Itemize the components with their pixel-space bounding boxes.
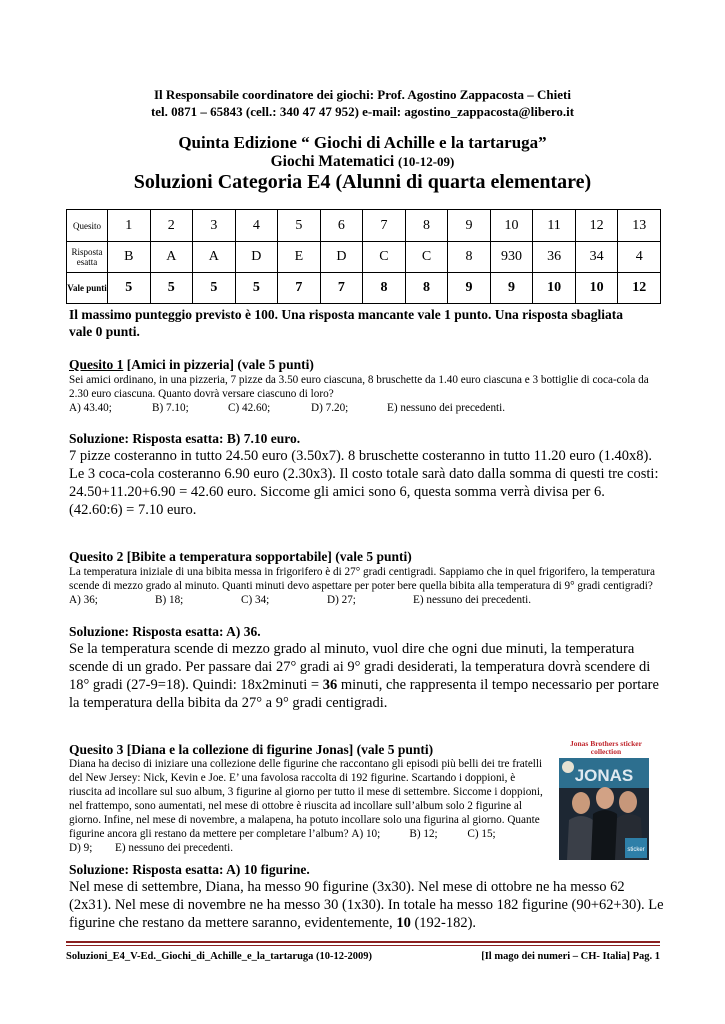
q2-solution-title: Soluzione: Risposta esatta: A) 36.	[69, 624, 261, 639]
q2-options	[69, 594, 531, 606]
cell-questions-12: 12	[575, 210, 618, 242]
cell-points-3: 5	[193, 273, 236, 304]
row-points	[67, 273, 661, 304]
sticker-album-image	[557, 740, 655, 860]
sticker-album-cover	[559, 758, 649, 860]
footer	[66, 951, 660, 962]
q1-text: Sei amici ordinano, in una pizzeria, 7 pizze da 3.50 euro ciascuna, 8 bruschette da 1.40 euro ciascuna e 3 bottiglie di coca-cola da 2.30 euro ciascuna. Quanto dovrà versare ciascuno di loro? A) 43.40; B) 7.10; C) 42.60; D) 7.20; E) nessuno dei precedenti.	[69, 373, 659, 415]
cell-points-11: 10	[533, 273, 576, 304]
cell-points-7: 8	[363, 273, 406, 304]
cell-answers-7: C	[363, 242, 406, 273]
cell-questions-7: 7	[363, 210, 406, 242]
cell-answers-3: A	[193, 242, 236, 273]
cell-points-5: 7	[278, 273, 321, 304]
q2-option-5: E) nessuno dei precedenti.	[413, 594, 532, 606]
q2-option-1: A) 36;	[69, 594, 98, 606]
cell-answers-12: 34	[575, 242, 618, 273]
q3-option-5: E) nessuno dei precedenti.	[115, 842, 234, 854]
q3-option-2: B) 12;	[409, 828, 438, 840]
label-answer: Risposta esatta	[67, 242, 108, 273]
header-contacts: tel. 0871 – 65843 (cell.: 340 47 47 952) e-mail: agostino_zappacosta@libero.it	[150, 104, 575, 119]
cell-questions-8: 8	[405, 210, 448, 242]
q2-option-4: D) 27;	[327, 594, 356, 606]
q3-solution: Nel mese di settembre, Diana, ha messo 90 figurine (3x30). Nel mese di ottobre ne ha messo 62 (2x31). Nel mese di novembre ne ha messo 30 (1x30). In totale ha messo 182 figurine (90+62+30). Le figurine che restano da mettere saranno, evidentemente, 10 (192-182).	[69, 879, 664, 931]
cell-points-13: 12	[618, 273, 661, 304]
q1-option-2: B) 7.10;	[152, 402, 189, 414]
q1-option-4: D) 7.20;	[311, 402, 349, 414]
q3-text: Diana ha deciso di iniziare una collezione delle figurine che raccontano gli episodi più belli dei tre fratelli del New Jersey: Nick, Kevin e Joe. E’ una favolosa raccolta di 192 figurine. Scartando i doppioni, è riuscita ad incollare sul suo album, 3 figurine al giorno per tutto il mese di settembre. Siccome i doppioni, nel frattempo, sono aumentati, nel mese di ottobre è riuscita ad incollare sull’album solo 2 figurine al giorno. Infine, nel mese di novembre, a malapena, ha potuto incollare solo una figurina al giorno. Quante figurine ancora gli restano da mettere per completare l’album? A) 10; B) 12; C) 15;D) 9; E) nessuno dei precedenti.	[69, 758, 543, 854]
q1-option-3: C) 42.60;	[228, 402, 271, 414]
cell-questions-11: 11	[533, 210, 576, 242]
row-answers	[67, 242, 661, 273]
cover-corner-label: sticker	[627, 847, 645, 853]
q1-title: Quesito 1 [Amici in pizzeria] (vale 5 punti)	[69, 357, 314, 372]
cell-answers-4: D	[235, 242, 278, 273]
cell-questions-6: 6	[320, 210, 363, 242]
footer-rule-thin	[66, 945, 660, 946]
cell-points-2: 5	[150, 273, 193, 304]
cell-answers-13: 4	[618, 242, 661, 273]
q1-option-5: E) nessuno dei precedenti.	[387, 402, 506, 414]
scoring-note: Il massimo punteggio previsto è 100. Una risposta mancante vale 1 punto. Una risposta sbagliata vale 0 punti.	[69, 307, 624, 339]
q1-option-1: A) 43.40;	[69, 402, 112, 414]
q2-title: Quesito 2 [Bibite a temperatura sopportabile] (vale 5 punti)	[69, 549, 412, 564]
q3-option-1: A) 10;	[351, 828, 381, 840]
cell-points-4: 5	[235, 273, 278, 304]
label-points: Vale punti	[67, 273, 108, 304]
cell-questions-1: 1	[108, 210, 151, 242]
row-questions	[67, 210, 661, 242]
header-coordinator: Il Responsabile coordinatore dei giochi: Prof. Agostino Zappacosta – Chieti	[154, 87, 571, 102]
cell-answers-10: 930	[490, 242, 533, 273]
cell-questions-3: 3	[193, 210, 236, 242]
label-question: Quesito	[67, 210, 108, 242]
cell-answers-1: B	[108, 242, 151, 273]
edition-title: Quinta Edizione “ Giochi di Achille e la tartaruga”	[178, 133, 547, 152]
footer-left: Soluzioni_E4_V-Ed._Giochi_di_Achille_e_la_tartaruga (10-12-2009)	[66, 951, 373, 962]
games-title: Giochi Matematici (10-12-09)	[270, 153, 455, 170]
cell-points-10: 9	[490, 273, 533, 304]
cell-questions-13: 13	[618, 210, 661, 242]
cell-points-8: 8	[405, 273, 448, 304]
q2-option-3: C) 34;	[241, 594, 270, 606]
cell-answers-8: C	[405, 242, 448, 273]
q3-title: Quesito 3 [Diana e la collezione di figurine Jonas] (vale 5 punti)	[69, 742, 434, 757]
q1-solution: 7 pizze costeranno in tutto 24.50 euro (3.50x7). 8 bruschette costeranno in tutto 11.20 euro (1.40x8). Le 3 coca-cola costeranno 6.90 euro (2.30x3). Il costo totale sarà dato dalla somma di questi tre costi: 24.50+11.20+6.90 = 42.60 euro. Siccome gli amici sono 6, questa somma verrà divisa per 6. (42.60:6) = 7.10 euro.	[69, 448, 659, 518]
cell-questions-10: 10	[490, 210, 533, 242]
cell-points-9: 9	[448, 273, 491, 304]
q2-text: La temperatura iniziale di una bibita messa in frigorifero è di 27° gradi centigradi. Sappiamo che in quel frigorifero, la temperatura scende di mezzo grado al minuto. Quanti minuti devo aspettare per poter bere quella bibita alla temperatura di 9° gradi centigradi? A) 36; B) 18; C) 34; D) 27; E) nessuno dei precedenti.	[69, 566, 655, 606]
q1-solution-title: Soluzione: Risposta esatta: B) 7.10 euro.	[69, 431, 301, 446]
footer-right: [Il mago dei numeri – CH- Italia] Pag. 1	[481, 951, 660, 962]
cover-logo: JONAS	[574, 766, 634, 785]
q2-option-2: B) 18;	[155, 594, 184, 606]
solutions-table	[66, 209, 661, 304]
footer-rule	[66, 941, 660, 943]
cell-answers-6: D	[320, 242, 363, 273]
cell-points-1: 5	[108, 273, 151, 304]
cell-questions-2: 2	[150, 210, 193, 242]
cell-answers-5: E	[278, 242, 321, 273]
q3-option-3: C) 15;	[467, 828, 496, 840]
category-title: Soluzioni Categoria E4 (Alunni di quarta elementare)	[133, 171, 592, 193]
cell-questions-4: 4	[235, 210, 278, 242]
cell-questions-5: 5	[278, 210, 321, 242]
q1-options	[69, 401, 659, 415]
sticker-album-caption: Jonas Brothers sticker collection	[570, 739, 642, 756]
cell-answers-9: 8	[448, 242, 491, 273]
cell-points-6: 7	[320, 273, 363, 304]
games-date: (10-12-09)	[398, 154, 455, 169]
q3-solution-title: Soluzione: Risposta esatta: A) 10 figurine.	[69, 862, 310, 877]
q3-option-4: D) 9;	[69, 842, 93, 854]
q2-solution: Se la temperatura scende di mezzo grado al minuto, vuol dire che ogni due minuti, la temperatura scende di un grado. Per passare dai 27° gradi ai 9° gradi desiderati, la temperatura dovrà scendere di 18° gradi (27-9=18). Quindi: 18x2minuti = 36 minuti, che rappresenta il tempo necessario per portare la temperatura della bibita da 27° a 9° gradi centigradi.	[69, 641, 659, 711]
cell-answers-11: 36	[533, 242, 576, 273]
cell-answers-2: A	[150, 242, 193, 273]
cell-points-12: 10	[575, 273, 618, 304]
cell-questions-9: 9	[448, 210, 491, 242]
